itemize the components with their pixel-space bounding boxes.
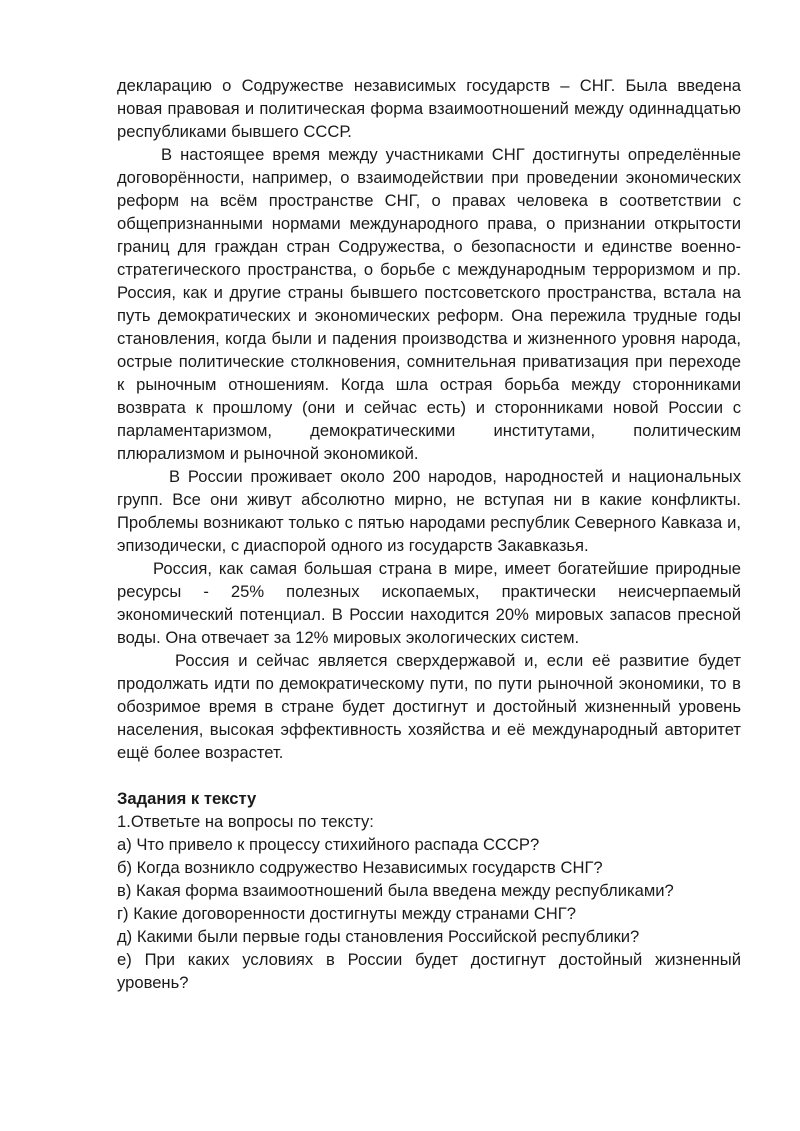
question-v: в) Какая форма взаимоотношений была введена между республиками? <box>117 881 674 900</box>
paragraph-resources: Россия, как самая большая страна в мире, имеет богатейшие природные ресурсы - 25% полезных ископаемых, практически неисчерпаемый экономический потенциал. В России находится 20% мировых запасов пресной воды. Она отвечает за 12% мировых экологических систем. <box>117 559 741 647</box>
question-d: д) Какими были первые годы становления Российской республики? <box>117 927 640 946</box>
section-gap <box>117 764 741 787</box>
question-a: а) Что привело к процессу стихийного распада СССР? <box>117 835 540 854</box>
tasks-heading: Задания к тексту <box>117 789 257 808</box>
document-page <box>117 74 741 994</box>
paragraph-sng-agreements: В настоящее время между участниками СНГ достигнуты определённые договорённости, например, о взаимодействии при проведении экономических реформ на всём пространстве СНГ, о правах человека в соответствии с общепризнанными нормами международного права, о признании открытости границ для граждан стран Содружества, о безопасности и единстве военно-стратегического пространства, о борьбе с международным терроризмом и пр. Россия, как и другие страны бывшего постсоветского пространства, встала на путь демократических и экономических реформ. Она пережила трудные годы становления, когда были и падения производства и жизненного уровня народа, острые политические столкновения, сомнительная приватизация при переходе к рыночным отношениям. Когда шла острая борьба между сторонниками возврата к прошлому (они и сейчас есть) и сторонниками новой России с парламентаризмом, демократическими институтами, политическим плюрализмом и рыночной экономикой. <box>117 145 741 463</box>
question-b: б) Когда возникло содружество Независимых государств СНГ? <box>117 858 603 877</box>
paragraph-peoples: В России проживает около 200 народов, народностей и национальных групп. Все они живут абсолютно мирно, не вступая ни в какие конфликты. Проблемы возникают только с пятью народами республик Северного Кавказа и, эпизодически, с диаспорой одного из государств Закавказья. <box>117 467 741 555</box>
paragraph-superpower: Россия и сейчас является сверхдержавой и, если её развитие будет продолжать идти по демократическому пути, по пути рыночной экономики, то в обозримое время в стране будет достигнут и достойный жизненный уровень населения, высокая эффективность хозяйства и её международный авторитет ещё более возрастет. <box>117 651 741 762</box>
paragraph-sng-declaration: декларацию о Содружестве независимых государств – СНГ. Была введена новая правовая и политическая форма взаимоотношений между одиннадцатью республиками бывшего СССР. <box>117 76 741 141</box>
tasks-intro: 1.Ответьте на вопросы по тексту: <box>117 812 374 831</box>
question-g: г) Какие договоренности достигнуты между странами СНГ? <box>117 904 577 923</box>
question-e: е) При каких условиях в России будет достигнут достойный жизненный уровень? <box>117 950 741 992</box>
